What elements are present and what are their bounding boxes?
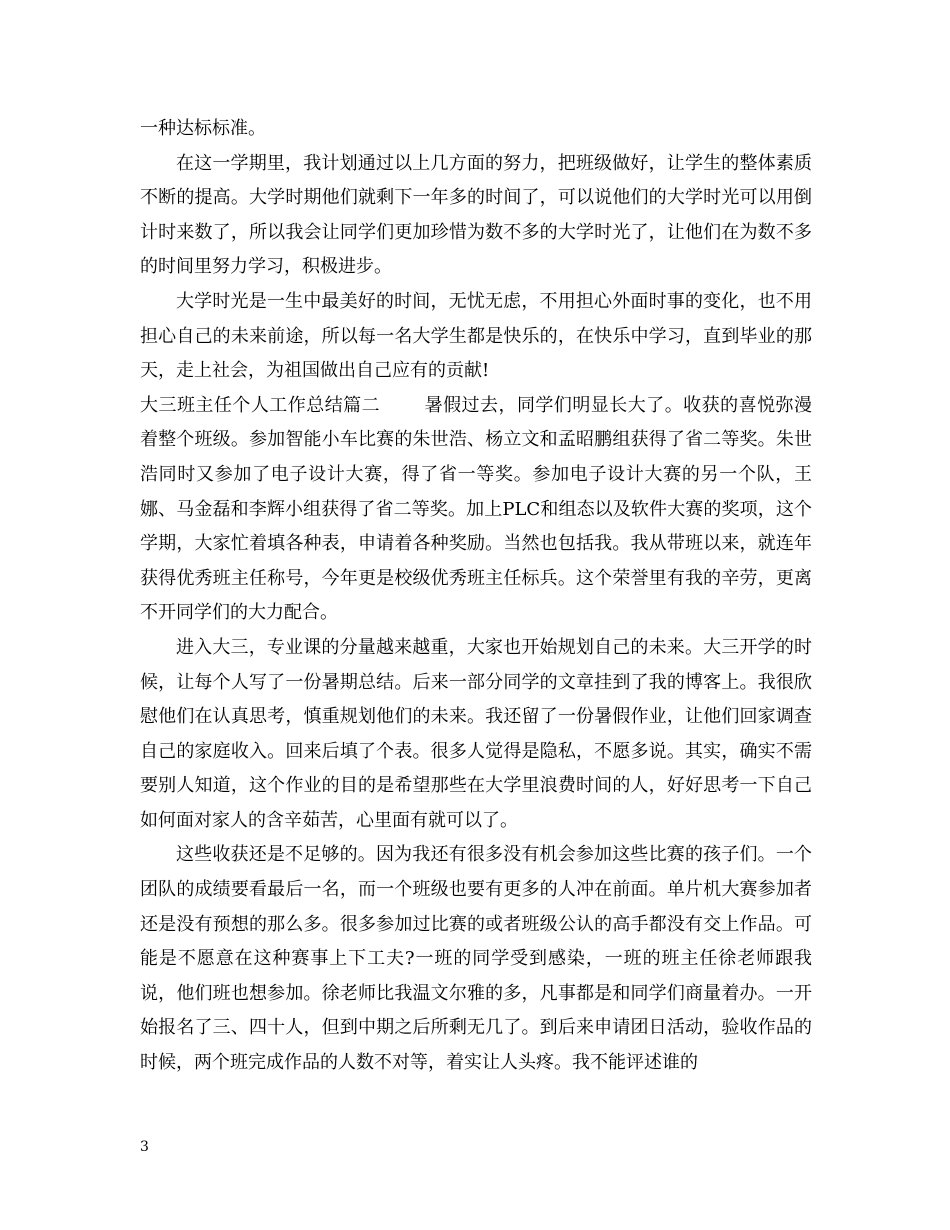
section-heading: 大三班主任个人工作总结篇二 bbox=[140, 394, 381, 416]
paragraph-2: 在这一学期里，我计划通过以上几方面的努力，把班级做好，让学生的整体素质不断的提高。大学时期他们就剩下一年多的时间了，可以说他们的大学时光可以用倒计时来数了，所以我会让同学们更加珍惜为数不多的大学时光了，让他们在为数不多的时间里努力学习，积极进步。 bbox=[140, 152, 812, 278]
paragraph-6: 这些收获还是不足够的。因为我还有很多没有机会参加这些比赛的孩子们。一个团队的成绩要看最后一名，而一个班级也要有更多的人冲在前面。单片机大赛参加者还是没有预想的那么多。很多参加过比赛的或者班级公认的高手都没有交上作品。可能是不愿意在这种赛事上下工夫?一班的同学受到感染，一班的班主任徐老师跟我说，他们班也想参加。徐老师比我温文尔雅的多，凡事都是和同学们商量着办。一开始报名了三、四十人，但到中期之后所剩无几了。到后来申请团日活动，验收作品的时候，两个班完成作品的人数不对等，着实让人头疼。我不能评述谁的 bbox=[140, 844, 812, 1074]
paragraph-1: 一种达标标准。 bbox=[140, 118, 266, 139]
document-body bbox=[140, 112, 812, 1081]
paragraph-3: 大学时光是一生中最美好的时间，无忧无虑，不用担心外面时事的变化，也不用担心自己的未来前途，所以每一名大学生都是快乐的，在快乐中学习，直到毕业的那天，走上社会，为祖国做出自己应有的贡献! bbox=[140, 290, 812, 382]
paragraph-4 bbox=[140, 389, 812, 631]
paragraph-4-text: 暑假过去，同学们明显长大了。收获的喜悦弥漫着整个班级。参加智能小车比赛的朱世浩、杨立文和孟昭鹏组获得了省二等奖。朱世浩同时又参加了电子设计大赛，得了省一等奖。参加电子设计大赛的另一个队，王娜、马金磊和李辉小组获得了省二等奖。加上PLC和组态以及软件大赛的奖项，这个学期，大家忙着填各种表，申请着各种奖励。当然也包括我。我从带班以来，就连年获得优秀班主任称号，今年更是校级优秀班主任标兵。这个荣誉里有我的辛劳，更离不开同学们的大力配合。 bbox=[140, 394, 813, 624]
paragraph-5: 进入大三，专业课的分量越来越重，大家也开始规划自己的未来。大三开学的时候，让每个人写了一份暑期总结。后来一部分同学的文章挂到了我的博客上。我很欣慰他们在认真思考，慎重规划他们的未来。我还留了一份暑假作业，让他们回家调查自己的家庭收入。回来后填了个表。很多人觉得是隐私，不愿多说。其实，确实不需要别人知道，这个作业的目的是希望那些在大学里浪费时间的人，好好思考一下自己如何面对家人的含辛茹苦，心里面有就可以了。 bbox=[140, 636, 812, 831]
page-number: 3 bbox=[140, 1139, 149, 1155]
